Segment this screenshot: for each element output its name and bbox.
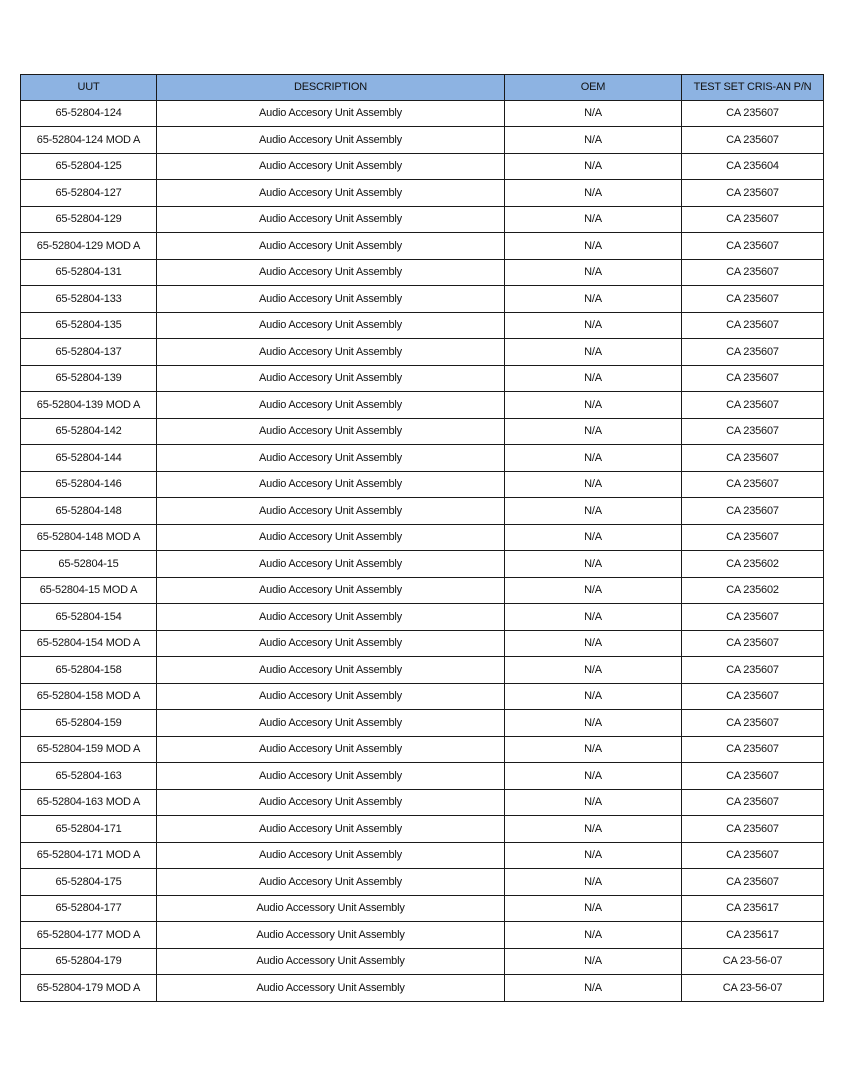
test-set-pn-cell: CA 235604 — [682, 153, 824, 180]
description-cell: Audio Accesory Unit Assembly — [157, 577, 505, 604]
oem-cell: N/A — [505, 736, 682, 763]
test-set-pn-cell: CA 235607 — [682, 312, 824, 339]
oem-cell: N/A — [505, 206, 682, 233]
table-row — [21, 312, 824, 339]
uut-cell: 65-52804-137 — [21, 339, 157, 366]
oem-cell: N/A — [505, 312, 682, 339]
test-set-pn-cell: CA 235607 — [682, 736, 824, 763]
oem-cell: N/A — [505, 498, 682, 525]
test-set-pn-cell: CA 235607 — [682, 180, 824, 207]
description-cell: Audio Accesory Unit Assembly — [157, 233, 505, 260]
test-set-pn-cell: CA 23-56-07 — [682, 948, 824, 975]
description-cell: Audio Accesory Unit Assembly — [157, 312, 505, 339]
description-cell: Audio Accesory Unit Assembly — [157, 710, 505, 737]
description-cell: Audio Accessory Unit Assembly — [157, 948, 505, 975]
uut-cell: 65-52804-177 — [21, 895, 157, 922]
table-row — [21, 577, 824, 604]
table-row — [21, 233, 824, 260]
test-set-pn-cell: CA 235602 — [682, 577, 824, 604]
description-cell: Audio Accesory Unit Assembly — [157, 206, 505, 233]
oem-cell: N/A — [505, 657, 682, 684]
uut-cell: 65-52804-127 — [21, 180, 157, 207]
uut-cell: 65-52804-148 — [21, 498, 157, 525]
oem-cell: N/A — [505, 683, 682, 710]
header-uut: UUT — [21, 75, 157, 101]
description-cell: Audio Accesory Unit Assembly — [157, 286, 505, 313]
oem-cell: N/A — [505, 789, 682, 816]
table-header-row — [21, 75, 824, 101]
uut-cell: 65-52804-139 — [21, 365, 157, 392]
description-cell: Audio Accessory Unit Assembly — [157, 975, 505, 1002]
table-row — [21, 365, 824, 392]
uut-cell: 65-52804-131 — [21, 259, 157, 286]
uut-cell: 65-52804-154 MOD A — [21, 630, 157, 657]
table-row — [21, 100, 824, 127]
description-cell: Audio Accesory Unit Assembly — [157, 100, 505, 127]
oem-cell: N/A — [505, 233, 682, 260]
table-row — [21, 392, 824, 419]
uut-cell: 65-52804-124 MOD A — [21, 127, 157, 154]
oem-cell: N/A — [505, 286, 682, 313]
test-set-pn-cell: CA 235607 — [682, 604, 824, 631]
table-row — [21, 286, 824, 313]
table-row — [21, 895, 824, 922]
oem-cell: N/A — [505, 259, 682, 286]
table-row — [21, 524, 824, 551]
uut-cell: 65-52804-163 — [21, 763, 157, 790]
oem-cell: N/A — [505, 604, 682, 631]
description-cell: Audio Accessory Unit Assembly — [157, 922, 505, 949]
test-set-pn-cell: CA 235607 — [682, 206, 824, 233]
test-set-pn-cell: CA 235607 — [682, 710, 824, 737]
oem-cell: N/A — [505, 922, 682, 949]
test-set-pn-cell: CA 235607 — [682, 789, 824, 816]
description-cell: Audio Accesory Unit Assembly — [157, 498, 505, 525]
oem-cell: N/A — [505, 445, 682, 472]
uut-cell: 65-52804-159 MOD A — [21, 736, 157, 763]
uut-cell: 65-52804-171 MOD A — [21, 842, 157, 869]
description-cell: Audio Accesory Unit Assembly — [157, 392, 505, 419]
oem-cell: N/A — [505, 127, 682, 154]
uut-cell: 65-52804-148 MOD A — [21, 524, 157, 551]
uut-cell: 65-52804-129 — [21, 206, 157, 233]
oem-cell: N/A — [505, 842, 682, 869]
test-set-pn-cell: CA 235607 — [682, 524, 824, 551]
test-set-pn-cell: CA 235602 — [682, 551, 824, 578]
table-row — [21, 153, 824, 180]
oem-cell: N/A — [505, 710, 682, 737]
uut-cell: 65-52804-124 — [21, 100, 157, 127]
description-cell: Audio Accesory Unit Assembly — [157, 259, 505, 286]
uut-cell: 65-52804-158 MOD A — [21, 683, 157, 710]
uut-cell: 65-52804-158 — [21, 657, 157, 684]
test-set-pn-cell: CA 235607 — [682, 392, 824, 419]
description-cell: Audio Accesory Unit Assembly — [157, 657, 505, 684]
table-row — [21, 657, 824, 684]
table-row — [21, 339, 824, 366]
uut-cell: 65-52804-177 MOD A — [21, 922, 157, 949]
table-row — [21, 180, 824, 207]
parts-table — [20, 74, 824, 1002]
description-cell: Audio Accessory Unit Assembly — [157, 895, 505, 922]
oem-cell: N/A — [505, 948, 682, 975]
description-cell: Audio Accesory Unit Assembly — [157, 471, 505, 498]
oem-cell: N/A — [505, 895, 682, 922]
test-set-pn-cell: CA 235607 — [682, 471, 824, 498]
header-test-set-pn: TEST SET CRIS-AN P/N — [682, 75, 824, 101]
description-cell: Audio Accesory Unit Assembly — [157, 789, 505, 816]
description-cell: Audio Accesory Unit Assembly — [157, 418, 505, 445]
oem-cell: N/A — [505, 471, 682, 498]
test-set-pn-cell: CA 235607 — [682, 259, 824, 286]
uut-cell: 65-52804-159 — [21, 710, 157, 737]
table-body — [21, 100, 824, 1001]
oem-cell: N/A — [505, 339, 682, 366]
description-cell: Audio Accesory Unit Assembly — [157, 842, 505, 869]
description-cell: Audio Accesory Unit Assembly — [157, 445, 505, 472]
test-set-pn-cell: CA 235607 — [682, 365, 824, 392]
description-cell: Audio Accesory Unit Assembly — [157, 153, 505, 180]
table-row — [21, 498, 824, 525]
oem-cell: N/A — [505, 975, 682, 1002]
table-row — [21, 763, 824, 790]
description-cell: Audio Accesory Unit Assembly — [157, 736, 505, 763]
description-cell: Audio Accesory Unit Assembly — [157, 763, 505, 790]
oem-cell: N/A — [505, 100, 682, 127]
oem-cell: N/A — [505, 869, 682, 896]
oem-cell: N/A — [505, 524, 682, 551]
uut-cell: 65-52804-129 MOD A — [21, 233, 157, 260]
test-set-pn-cell: CA 235617 — [682, 895, 824, 922]
table-row — [21, 127, 824, 154]
test-set-pn-cell: CA 235607 — [682, 286, 824, 313]
uut-cell: 65-52804-171 — [21, 816, 157, 843]
test-set-pn-cell: CA 235607 — [682, 339, 824, 366]
table-row — [21, 789, 824, 816]
table-row — [21, 842, 824, 869]
description-cell: Audio Accesory Unit Assembly — [157, 604, 505, 631]
table-row — [21, 259, 824, 286]
test-set-pn-cell: CA 235607 — [682, 100, 824, 127]
oem-cell: N/A — [505, 551, 682, 578]
oem-cell: N/A — [505, 763, 682, 790]
uut-cell: 65-52804-125 — [21, 153, 157, 180]
oem-cell: N/A — [505, 365, 682, 392]
table-row — [21, 551, 824, 578]
oem-cell: N/A — [505, 180, 682, 207]
table-row — [21, 471, 824, 498]
oem-cell: N/A — [505, 577, 682, 604]
test-set-pn-cell: CA 235607 — [682, 763, 824, 790]
table-row — [21, 948, 824, 975]
test-set-pn-cell: CA 235607 — [682, 233, 824, 260]
test-set-pn-cell: CA 235607 — [682, 127, 824, 154]
test-set-pn-cell: CA 235607 — [682, 418, 824, 445]
test-set-pn-cell: CA 235607 — [682, 842, 824, 869]
table-row — [21, 683, 824, 710]
table-row — [21, 975, 824, 1002]
uut-cell: 65-52804-179 — [21, 948, 157, 975]
test-set-pn-cell: CA 235607 — [682, 657, 824, 684]
description-cell: Audio Accesory Unit Assembly — [157, 551, 505, 578]
description-cell: Audio Accesory Unit Assembly — [157, 524, 505, 551]
description-cell: Audio Accesory Unit Assembly — [157, 339, 505, 366]
table-row — [21, 869, 824, 896]
table-row — [21, 604, 824, 631]
description-cell: Audio Accesory Unit Assembly — [157, 365, 505, 392]
uut-cell: 65-52804-154 — [21, 604, 157, 631]
oem-cell: N/A — [505, 418, 682, 445]
table-row — [21, 736, 824, 763]
uut-cell: 65-52804-15 MOD A — [21, 577, 157, 604]
oem-cell: N/A — [505, 392, 682, 419]
test-set-pn-cell: CA 235607 — [682, 816, 824, 843]
header-oem: OEM — [505, 75, 682, 101]
table-row — [21, 710, 824, 737]
uut-cell: 65-52804-146 — [21, 471, 157, 498]
table-row — [21, 922, 824, 949]
oem-cell: N/A — [505, 153, 682, 180]
uut-cell: 65-52804-142 — [21, 418, 157, 445]
table-row — [21, 206, 824, 233]
uut-cell: 65-52804-175 — [21, 869, 157, 896]
test-set-pn-cell: CA 235607 — [682, 630, 824, 657]
uut-cell: 65-52804-144 — [21, 445, 157, 472]
table-row — [21, 630, 824, 657]
oem-cell: N/A — [505, 630, 682, 657]
uut-cell: 65-52804-179 MOD A — [21, 975, 157, 1002]
oem-cell: N/A — [505, 816, 682, 843]
uut-cell: 65-52804-15 — [21, 551, 157, 578]
table-row — [21, 418, 824, 445]
test-set-pn-cell: CA 23-56-07 — [682, 975, 824, 1002]
uut-cell: 65-52804-163 MOD A — [21, 789, 157, 816]
uut-cell: 65-52804-135 — [21, 312, 157, 339]
test-set-pn-cell: CA 235607 — [682, 498, 824, 525]
table-row — [21, 445, 824, 472]
table-row — [21, 816, 824, 843]
uut-cell: 65-52804-139 MOD A — [21, 392, 157, 419]
test-set-pn-cell: CA 235617 — [682, 922, 824, 949]
uut-cell: 65-52804-133 — [21, 286, 157, 313]
description-cell: Audio Accesory Unit Assembly — [157, 630, 505, 657]
description-cell: Audio Accesory Unit Assembly — [157, 869, 505, 896]
test-set-pn-cell: CA 235607 — [682, 445, 824, 472]
description-cell: Audio Accesory Unit Assembly — [157, 816, 505, 843]
description-cell: Audio Accesory Unit Assembly — [157, 683, 505, 710]
description-cell: Audio Accesory Unit Assembly — [157, 127, 505, 154]
test-set-pn-cell: CA 235607 — [682, 869, 824, 896]
header-description: DESCRIPTION — [157, 75, 505, 101]
description-cell: Audio Accesory Unit Assembly — [157, 180, 505, 207]
test-set-pn-cell: CA 235607 — [682, 683, 824, 710]
